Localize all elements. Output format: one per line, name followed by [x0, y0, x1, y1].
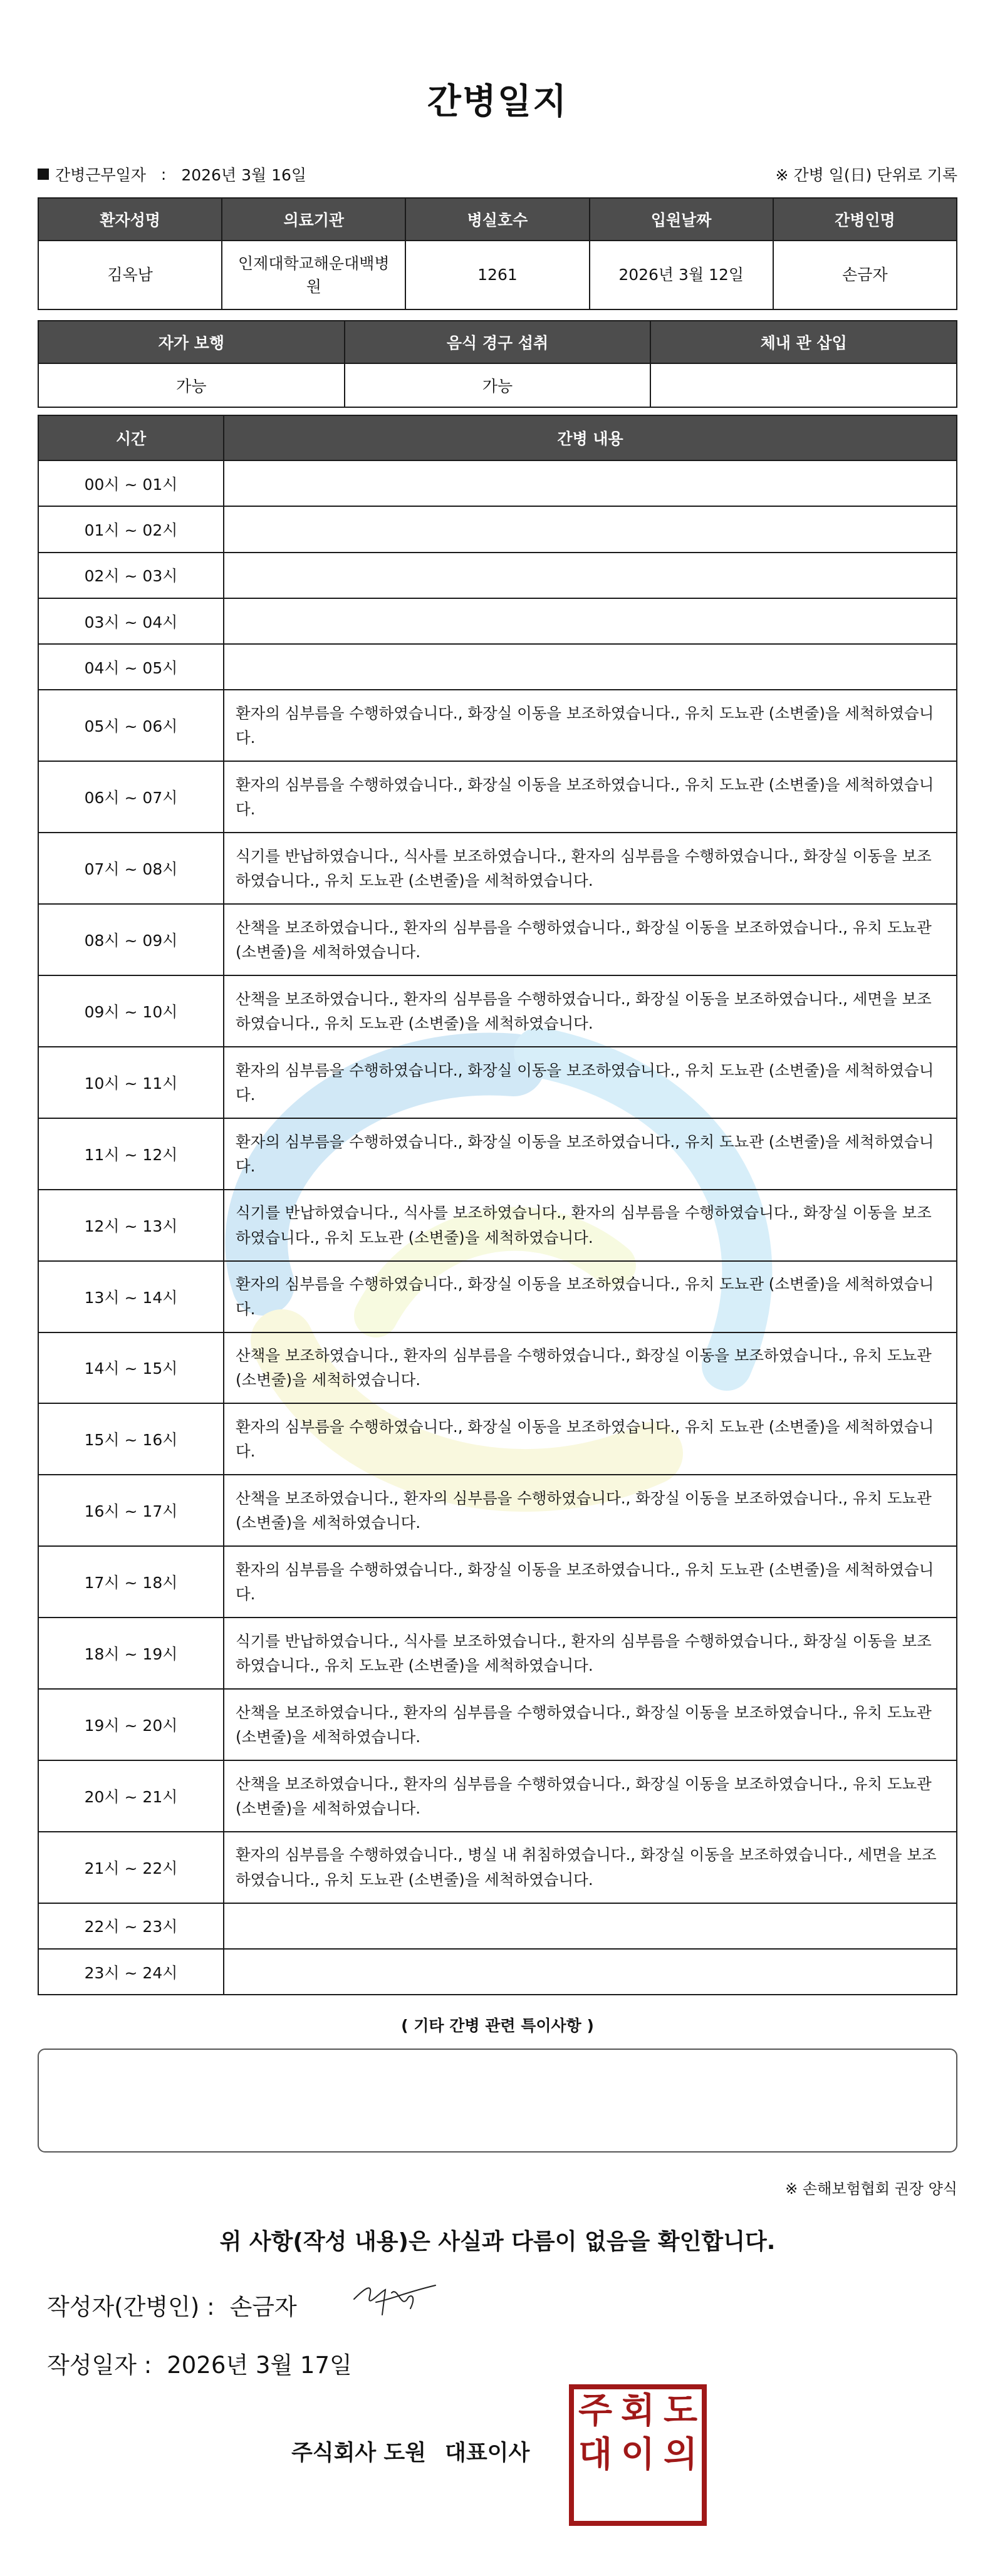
table-row [38, 1475, 957, 1546]
written-date-label: 작성일자 : [47, 2352, 152, 2379]
header-oral-intake: 음식 경구 섭취 [345, 321, 651, 363]
time-cell: 18시 ~ 19시 [38, 1618, 224, 1689]
company-line [291, 2436, 529, 2467]
seal-glyph: 의 [663, 2434, 698, 2475]
table-row [38, 1403, 957, 1475]
company-seal-stamp [569, 2384, 707, 2526]
seal-glyph: 대 [578, 2434, 613, 2475]
content-cell [224, 553, 957, 598]
writer-name: 손금자 [229, 2293, 297, 2320]
content-cell: 산책을 보조하였습니다., 환자의 심부름을 수행하였습니다., 화장실 이동을 보조하였습니다., 유치 도뇨관 (소변줄)을 세척하였습니다. [224, 1689, 957, 1760]
content-cell: 환자의 심부름을 수행하였습니다., 화장실 이동을 보조하였습니다., 유치 도뇨관 (소변줄)을 세척하였습니다. [224, 1261, 957, 1332]
handwritten-signature [348, 2274, 442, 2324]
time-cell: 22시 ~ 23시 [38, 1903, 224, 1949]
hospital-name: 인제대학교해운대백병원 [222, 241, 405, 309]
header-care-content: 간병 내용 [224, 415, 957, 460]
self-walking-value: 가능 [38, 363, 345, 407]
time-cell: 02시 ~ 03시 [38, 553, 224, 598]
time-cell: 03시 ~ 04시 [38, 598, 224, 644]
room-number: 1261 [405, 241, 589, 309]
header-self-walking: 자가 보행 [38, 321, 345, 363]
patient-status-value-row [38, 363, 957, 407]
table-row [38, 1949, 957, 1995]
time-cell: 08시 ~ 09시 [38, 904, 224, 975]
care-log-header-row [38, 415, 957, 460]
patient-status-table [38, 320, 957, 408]
content-cell: 산책을 보조하였습니다., 환자의 심부름을 수행하였습니다., 화장실 이동을 보조하였습니다., 유치 도뇨관 (소변줄)을 세척하였습니다. [224, 1475, 957, 1546]
content-cell: 산책을 보조하였습니다., 환자의 심부름을 수행하였습니다., 화장실 이동을 보조하였습니다., 세면을 보조하였습니다., 유치 도뇨관 (소변줄)을 세척하였습니다. [224, 975, 957, 1047]
table-row [38, 506, 957, 552]
content-cell: 산책을 보조하였습니다., 환자의 심부름을 수행하였습니다., 화장실 이동을 보조하였습니다., 유치 도뇨관 (소변줄)을 세척하였습니다. [224, 1332, 957, 1404]
time-cell: 06시 ~ 07시 [38, 761, 224, 833]
content-cell: 환자의 심부름을 수행하였습니다., 병실 내 취침하였습니다., 화장실 이동을 보조하였습니다., 세면을 보조하였습니다., 유치 도뇨관 (소변줄)을 세척하였습니다. [224, 1832, 957, 1903]
writer-label: 작성자(간병인) : [47, 2293, 215, 2320]
table-row [38, 598, 957, 644]
time-cell: 07시 ~ 08시 [38, 833, 224, 904]
square-bullet-icon [38, 169, 49, 180]
seal-glyph: 이 [620, 2434, 655, 2475]
content-cell [224, 644, 957, 690]
written-date-line [47, 2346, 352, 2380]
form-source-note: ※ 손해보험협회 권장 양식 [785, 2180, 957, 2198]
seal-glyph: 주 [578, 2391, 613, 2431]
seal-glyph [659, 2477, 702, 2521]
content-cell: 식기를 반납하였습니다., 식사를 보조하였습니다., 환자의 심부름을 수행하였습니다., 화장실 이동을 보조하였습니다., 유치 도뇨관 (소변줄)을 세척하였습니다. [224, 1190, 957, 1261]
content-cell: 환자의 심부름을 수행하였습니다., 화장실 이동을 보조하였습니다., 유치 도뇨관 (소변줄)을 세척하였습니다. [224, 1403, 957, 1475]
meta-row [38, 162, 957, 187]
table-row [38, 644, 957, 690]
header-tube-insertion: 체내 관 삽입 [650, 321, 957, 363]
content-cell [224, 1903, 957, 1949]
time-cell: 04시 ~ 05시 [38, 644, 224, 690]
patient-status-header-row [38, 321, 957, 363]
document-title: 간병일지 [427, 81, 568, 122]
caregiver-name: 손금자 [773, 241, 957, 309]
time-cell: 09시 ~ 10시 [38, 975, 224, 1047]
content-cell [224, 506, 957, 552]
content-cell: 식기를 반납하였습니다., 식사를 보조하였습니다., 환자의 심부름을 수행하였습니다., 화장실 이동을 보조하였습니다., 유치 도뇨관 (소변줄)을 세척하였습니다. [224, 833, 957, 904]
header-admission-date: 입원날짜 [590, 198, 773, 241]
seal-glyph [574, 2477, 617, 2521]
time-cell: 20시 ~ 21시 [38, 1760, 224, 1832]
table-row [38, 761, 957, 833]
written-date-value: 2026년 3월 17일 [167, 2352, 352, 2379]
content-cell: 환자의 심부름을 수행하였습니다., 화장실 이동을 보조하였습니다., 유치 도뇨관 (소변줄)을 세척하였습니다. [224, 1047, 957, 1118]
table-row [38, 1832, 957, 1903]
content-cell: 환자의 심부름을 수행하였습니다., 화장실 이동을 보조하였습니다., 유치 도뇨관 (소변줄)을 세척하였습니다. [224, 761, 957, 833]
time-cell: 19시 ~ 20시 [38, 1689, 224, 1760]
patient-info-header-row [38, 198, 957, 241]
table-row [38, 1903, 957, 1949]
time-cell: 17시 ~ 18시 [38, 1546, 224, 1618]
special-notes-title: ( 기타 간병 관련 특이사항 ) [401, 2017, 594, 2035]
table-row [38, 1261, 957, 1332]
table-row [38, 460, 957, 506]
patient-name: 김옥남 [38, 241, 222, 309]
seal-glyph: 도 [663, 2391, 698, 2431]
work-date-value: 2026년 3월 16일 [181, 166, 307, 184]
header-room-number: 병실호수 [405, 198, 589, 241]
time-cell: 15시 ~ 16시 [38, 1403, 224, 1475]
time-cell: 21시 ~ 22시 [38, 1832, 224, 1903]
time-cell: 11시 ~ 12시 [38, 1118, 224, 1190]
content-cell: 식기를 반납하였습니다., 식사를 보조하였습니다., 환자의 심부름을 수행하였습니다., 화장실 이동을 보조하였습니다., 유치 도뇨관 (소변줄)을 세척하였습니다. [224, 1618, 957, 1689]
time-cell: 10시 ~ 11시 [38, 1047, 224, 1118]
table-row [38, 690, 957, 761]
patient-info-value-row [38, 241, 957, 309]
content-cell: 환자의 심부름을 수행하였습니다., 화장실 이동을 보조하였습니다., 유치 도뇨관 (소변줄)을 세척하였습니다. [224, 690, 957, 761]
time-cell: 13시 ~ 14시 [38, 1261, 224, 1332]
work-date-colon: : [160, 165, 167, 184]
oral-intake-value: 가능 [345, 363, 651, 407]
confirmation-statement: 위 사항(작성 내용)은 사실과 다름이 없음을 확인합니다. [219, 2229, 776, 2255]
table-row [38, 1689, 957, 1760]
header-patient-name: 환자성명 [38, 198, 222, 241]
table-row [38, 1118, 957, 1190]
content-cell: 환자의 심부름을 수행하였습니다., 화장실 이동을 보조하였습니다., 유치 도뇨관 (소변줄)을 세척하였습니다. [224, 1546, 957, 1618]
work-date-group [38, 163, 306, 185]
special-notes-box [38, 2049, 957, 2153]
time-cell: 01시 ~ 02시 [38, 506, 224, 552]
tube-insertion-value [650, 363, 957, 407]
content-cell [224, 1949, 957, 1995]
header-caregiver-name: 간병인명 [773, 198, 957, 241]
time-cell: 12시 ~ 13시 [38, 1190, 224, 1261]
time-cell: 16시 ~ 17시 [38, 1475, 224, 1546]
representative-title: 대표이사 [445, 2441, 530, 2466]
time-cell: 14시 ~ 15시 [38, 1332, 224, 1404]
table-row [38, 1047, 957, 1118]
admission-date: 2026년 3월 12일 [590, 241, 773, 309]
unit-note: ※ 간병 일(日) 단위로 기록 [775, 166, 957, 184]
content-cell: 산책을 보조하였습니다., 환자의 심부름을 수행하였습니다., 화장실 이동을 보조하였습니다., 유치 도뇨관 (소변줄)을 세척하였습니다. [224, 1760, 957, 1832]
table-row [38, 1618, 957, 1689]
seal-glyph: 회 [620, 2391, 655, 2431]
content-cell: 산책을 보조하였습니다., 환자의 심부름을 수행하였습니다., 화장실 이동을 보조하였습니다., 유치 도뇨관 (소변줄)을 세척하였습니다. [224, 904, 957, 975]
writer-line [47, 2288, 297, 2322]
patient-info-table [38, 197, 957, 310]
company-name: 주식회사 도원 [291, 2441, 427, 2466]
header-time: 시간 [38, 415, 224, 460]
content-cell [224, 460, 957, 506]
table-row [38, 904, 957, 975]
seal-glyph [617, 2477, 659, 2521]
table-row [38, 1760, 957, 1832]
table-row [38, 1546, 957, 1618]
time-cell: 05시 ~ 06시 [38, 690, 224, 761]
header-hospital: 의료기관 [222, 198, 405, 241]
time-cell: 23시 ~ 24시 [38, 1949, 224, 1995]
table-row [38, 975, 957, 1047]
table-row [38, 553, 957, 598]
table-row [38, 1332, 957, 1404]
table-row [38, 1190, 957, 1261]
work-date-label: 간병근무일자 [55, 166, 146, 184]
content-cell [224, 598, 957, 644]
time-cell: 00시 ~ 01시 [38, 460, 224, 506]
content-cell: 환자의 심부름을 수행하였습니다., 화장실 이동을 보조하였습니다., 유치 도뇨관 (소변줄)을 세척하였습니다. [224, 1118, 957, 1190]
table-row [38, 833, 957, 904]
care-log-table [38, 415, 957, 1995]
